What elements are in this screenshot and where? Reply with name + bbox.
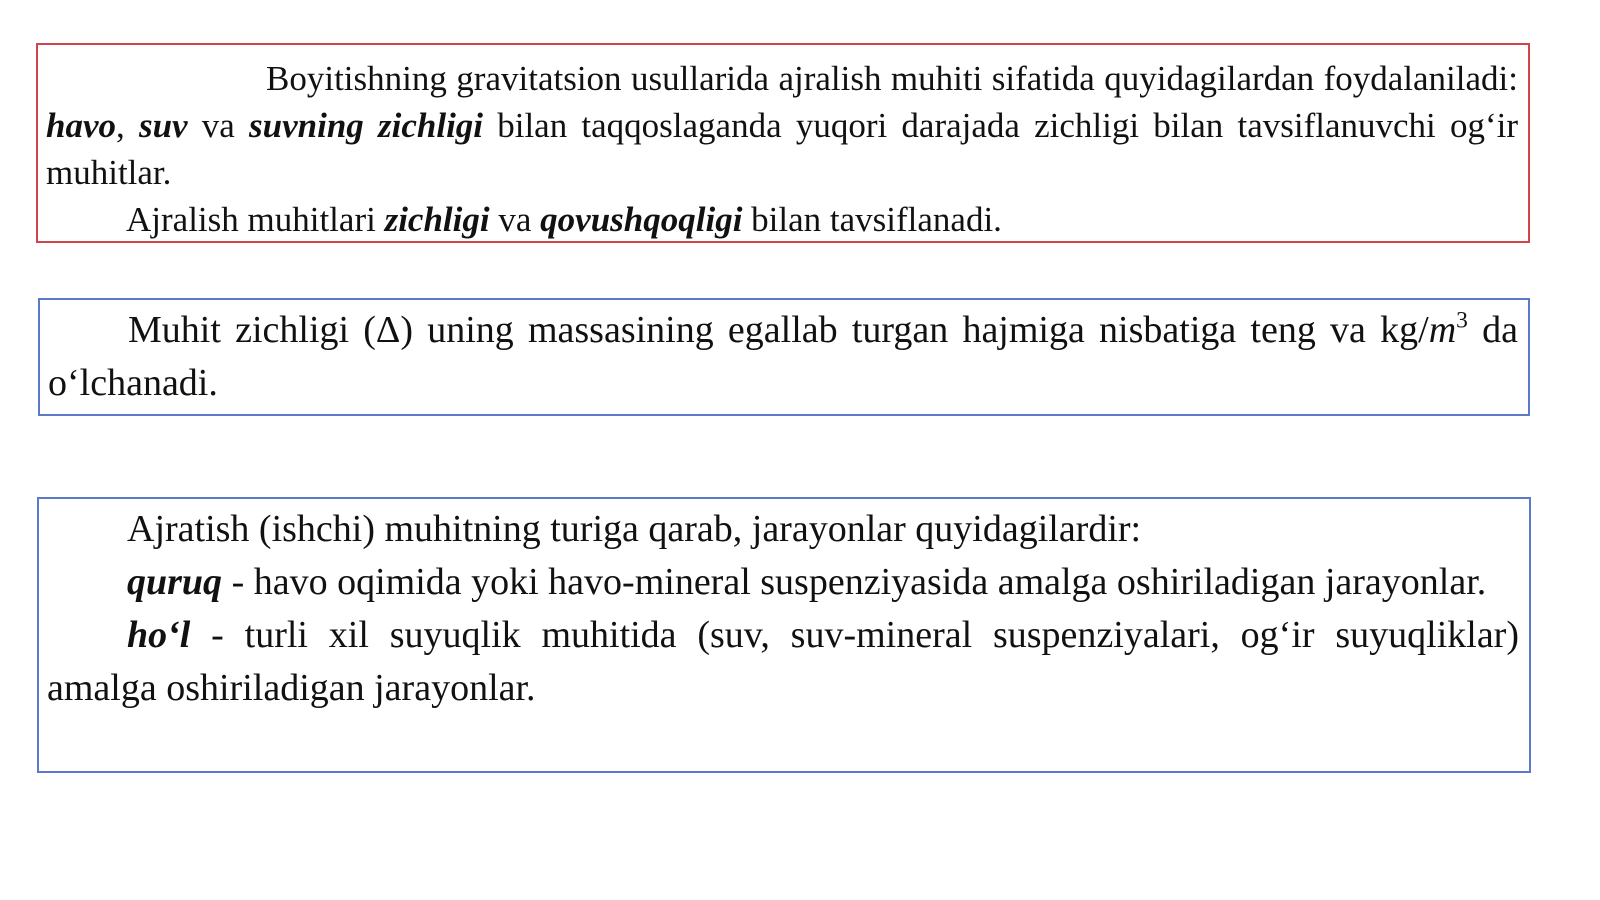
density-definition-box — [38, 298, 1530, 416]
unit-symbol: m — [1428, 309, 1457, 351]
term-suvning-zichligi: suvning zichligi — [249, 106, 484, 145]
wet-process-paragraph — [47, 609, 1519, 715]
term-hol: ho‘l — [127, 614, 191, 656]
media-characteristics-paragraph — [46, 196, 1518, 243]
term-zichligi: zichligi — [384, 200, 490, 239]
process-types-intro — [47, 503, 1519, 556]
term-quruq: quruq — [127, 561, 223, 603]
unit-exponent: 3 — [1456, 307, 1468, 334]
paragraph-text: Ajratish (ishchi) muhitning turiga qarab, jarayonlar quyidagilardir: — [127, 508, 1142, 550]
separator-text: , — [116, 106, 139, 145]
paragraph-text: da o‘lchanadi. — [48, 309, 1518, 404]
term-havo: havo — [46, 106, 116, 145]
paragraph-text: Muhit zichligi (Δ) uning massasining egallab turgan hajmiga nisbatiga teng va kg/ — [128, 309, 1429, 351]
paragraph-text: bilan tavsiflanadi. — [742, 200, 1002, 239]
conjunction-text: va — [187, 106, 250, 145]
paragraph-text: Boyitishning gravitatsion usullarida ajralish muhiti sifatida quyidagilardan foydalaniladi: — [266, 59, 1518, 98]
paragraph-text: - turli xil suyuqlik muhitida (suv, suv-mineral suspenziyalari, og‘ir suyuqliklar) amalga oshiriladigan jarayonlar. — [47, 614, 1519, 709]
conjunction-text: va — [489, 200, 541, 239]
density-definition-paragraph — [48, 304, 1518, 410]
paragraph-text: bilan taqqoslaganda yuqori darajada zichligi bilan tavsiflanuvchi og‘ir muhitlar. — [46, 106, 1518, 192]
separation-media-paragraph — [46, 55, 1518, 196]
paragraph-text: - havo oqimida yoki havo-mineral suspenziyasida amalga oshiriladigan jarayonlar. — [222, 561, 1487, 603]
process-types-box — [37, 497, 1531, 773]
gravity-media-box — [36, 43, 1530, 243]
term-suv: suv — [138, 106, 188, 145]
paragraph-text: Ajralish muhitlari — [126, 200, 385, 239]
dry-process-paragraph — [47, 556, 1519, 609]
term-qovushqoqligi: qovushqoqligi — [540, 200, 743, 239]
